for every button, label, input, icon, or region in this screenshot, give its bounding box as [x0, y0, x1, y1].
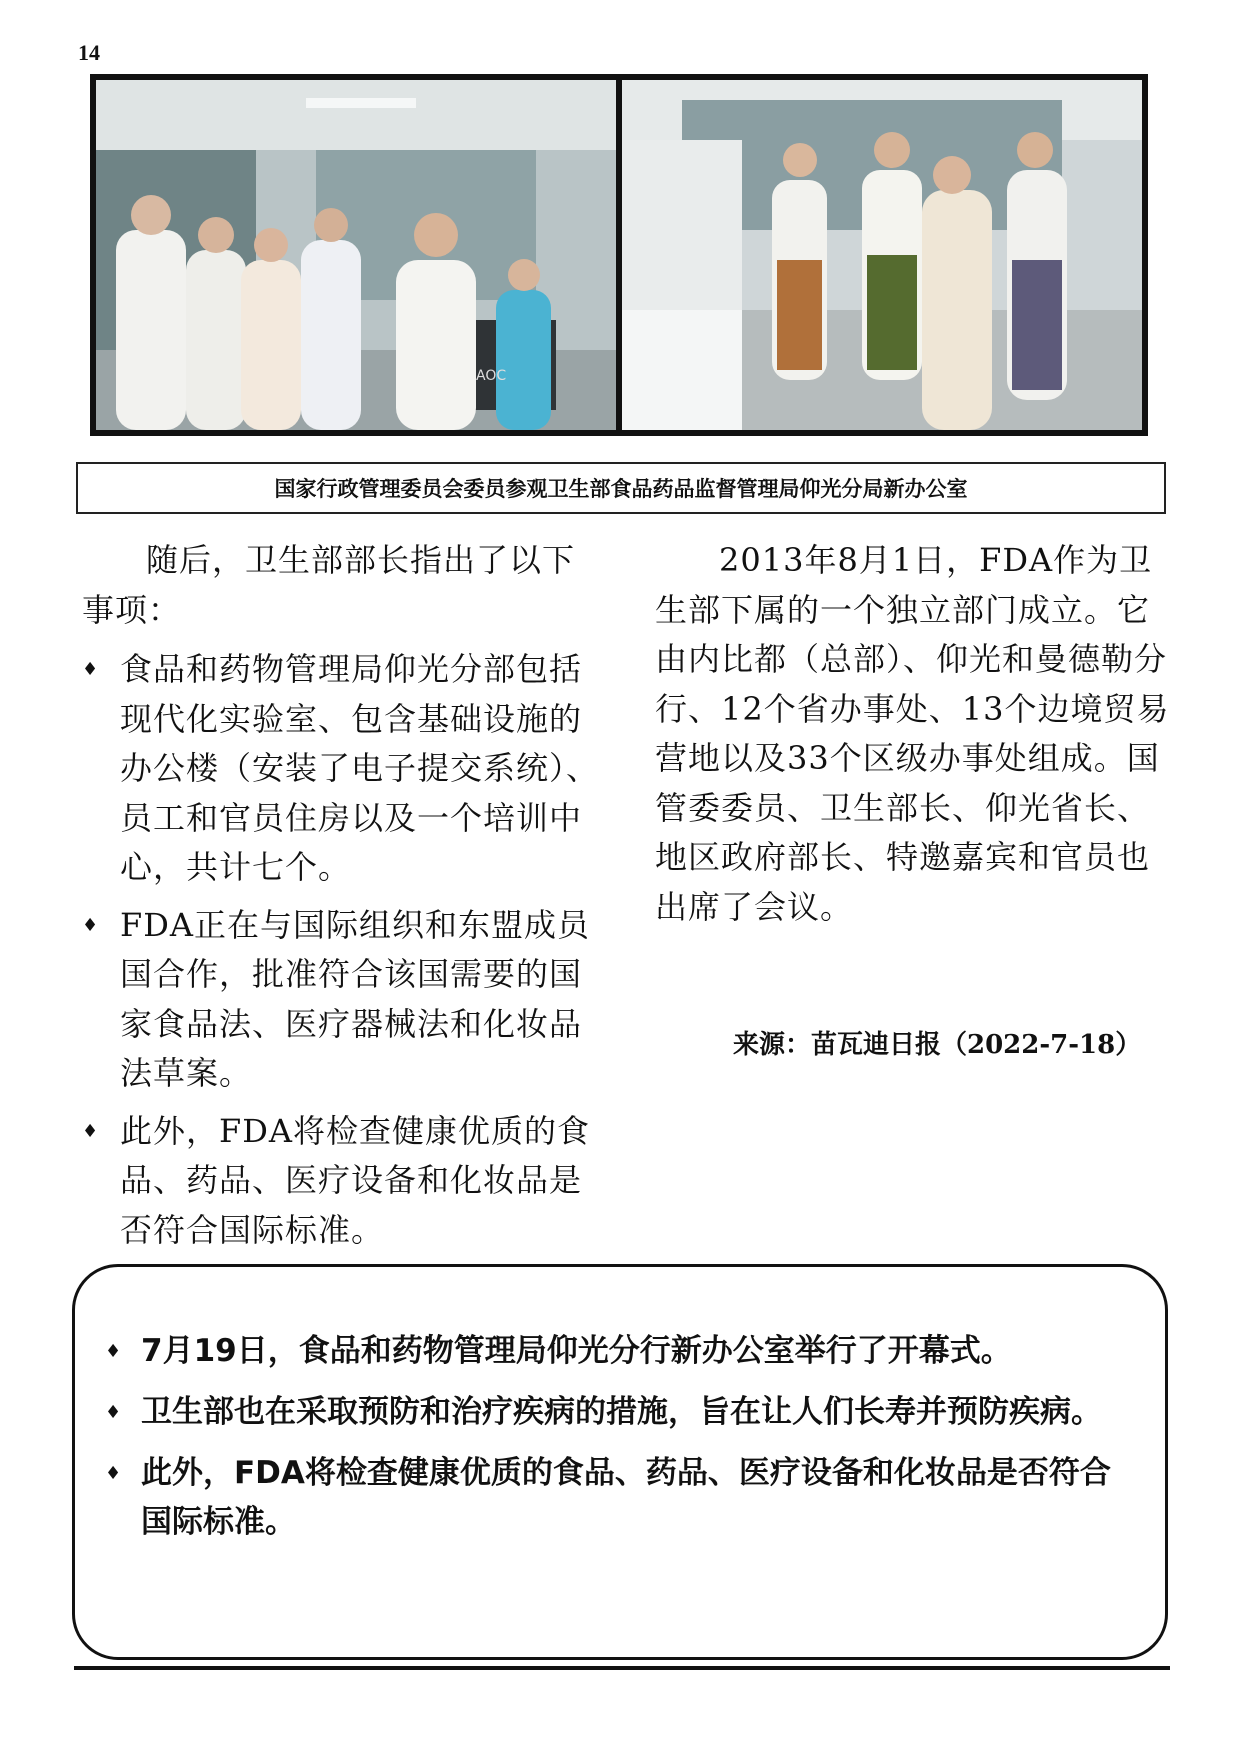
- diamond-bullet-icon: ♦: [82, 1120, 100, 1142]
- diamond-bullet-icon: ♦: [82, 659, 100, 680]
- list-item: ♦ 卫生部也在采取预防和治疗疾病的措施，旨在让人们长寿并预防疾病。: [105, 1388, 1135, 1437]
- left-intro: 随后，卫生部部长指出了以下事项：: [82, 541, 576, 629]
- photo-corridor-walk-image: [622, 80, 1142, 430]
- monitor-brand: AOC: [476, 368, 507, 384]
- diamond-bullet-icon: ♦: [105, 1463, 122, 1484]
- right-paragraph: 2013年8月1日，FDA作为卫生部下属的一个独立部门成立。它由内比都（总部）、仰光和曼德勒分行、12个省办事处、13个边境贸易营地以及33个区级办事处组成。国管委委员、卫生部长、仰光省长、地区政府部长、特邀嘉宾和官员也出席了会议。: [655, 541, 1170, 926]
- photo-corridor-walk: [622, 80, 1142, 430]
- diamond-bullet-icon: ♦: [105, 1341, 122, 1362]
- summary-list: [105, 1327, 1135, 1559]
- summary-box: [72, 1264, 1168, 1660]
- right-column: [655, 536, 1170, 932]
- bottom-rule: [74, 1666, 1170, 1670]
- source-citation: 来源：苗瓦迪日报（2022-7-18）: [733, 1030, 1142, 1060]
- page-number: 14: [78, 40, 100, 65]
- photo-caption: 国家行政管理委员会委员参观卫生部食品药品监督管理局仰光分局新办公室: [76, 462, 1166, 514]
- list-item: ♦ 食品和药物管理局仰光分部包括现代化实验室、包含基础设施的办公楼（安装了电子提交系统）、员工和官员住房以及一个培训中心，共计七个。: [82, 645, 604, 893]
- diamond-bullet-icon: ♦: [105, 1402, 122, 1423]
- photo-lab-visit: [96, 80, 616, 430]
- photo-frame: [90, 74, 1148, 436]
- photo-lab-visit-image: [96, 80, 616, 430]
- list-item: ♦ FDA正在与国际组织和东盟成员国合作，批准符合该国需要的国家食品法、医疗器械法和化妆品法草案。: [82, 901, 604, 1099]
- left-bullet-list: [82, 645, 604, 1255]
- list-item: ♦ 此外，FDA将检查健康优质的食品、药品、医疗设备和化妆品是否符合国际标准。: [105, 1449, 1135, 1547]
- list-item: ♦ 7月19日，食品和药物管理局仰光分行新办公室举行了开幕式。: [105, 1327, 1135, 1376]
- left-column: [82, 536, 604, 1263]
- diamond-bullet-icon: ♦: [82, 914, 100, 936]
- list-item: ♦ 此外，FDA将检查健康优质的食品、药品、医疗设备和化妆品是否符合国际标准。: [82, 1107, 604, 1256]
